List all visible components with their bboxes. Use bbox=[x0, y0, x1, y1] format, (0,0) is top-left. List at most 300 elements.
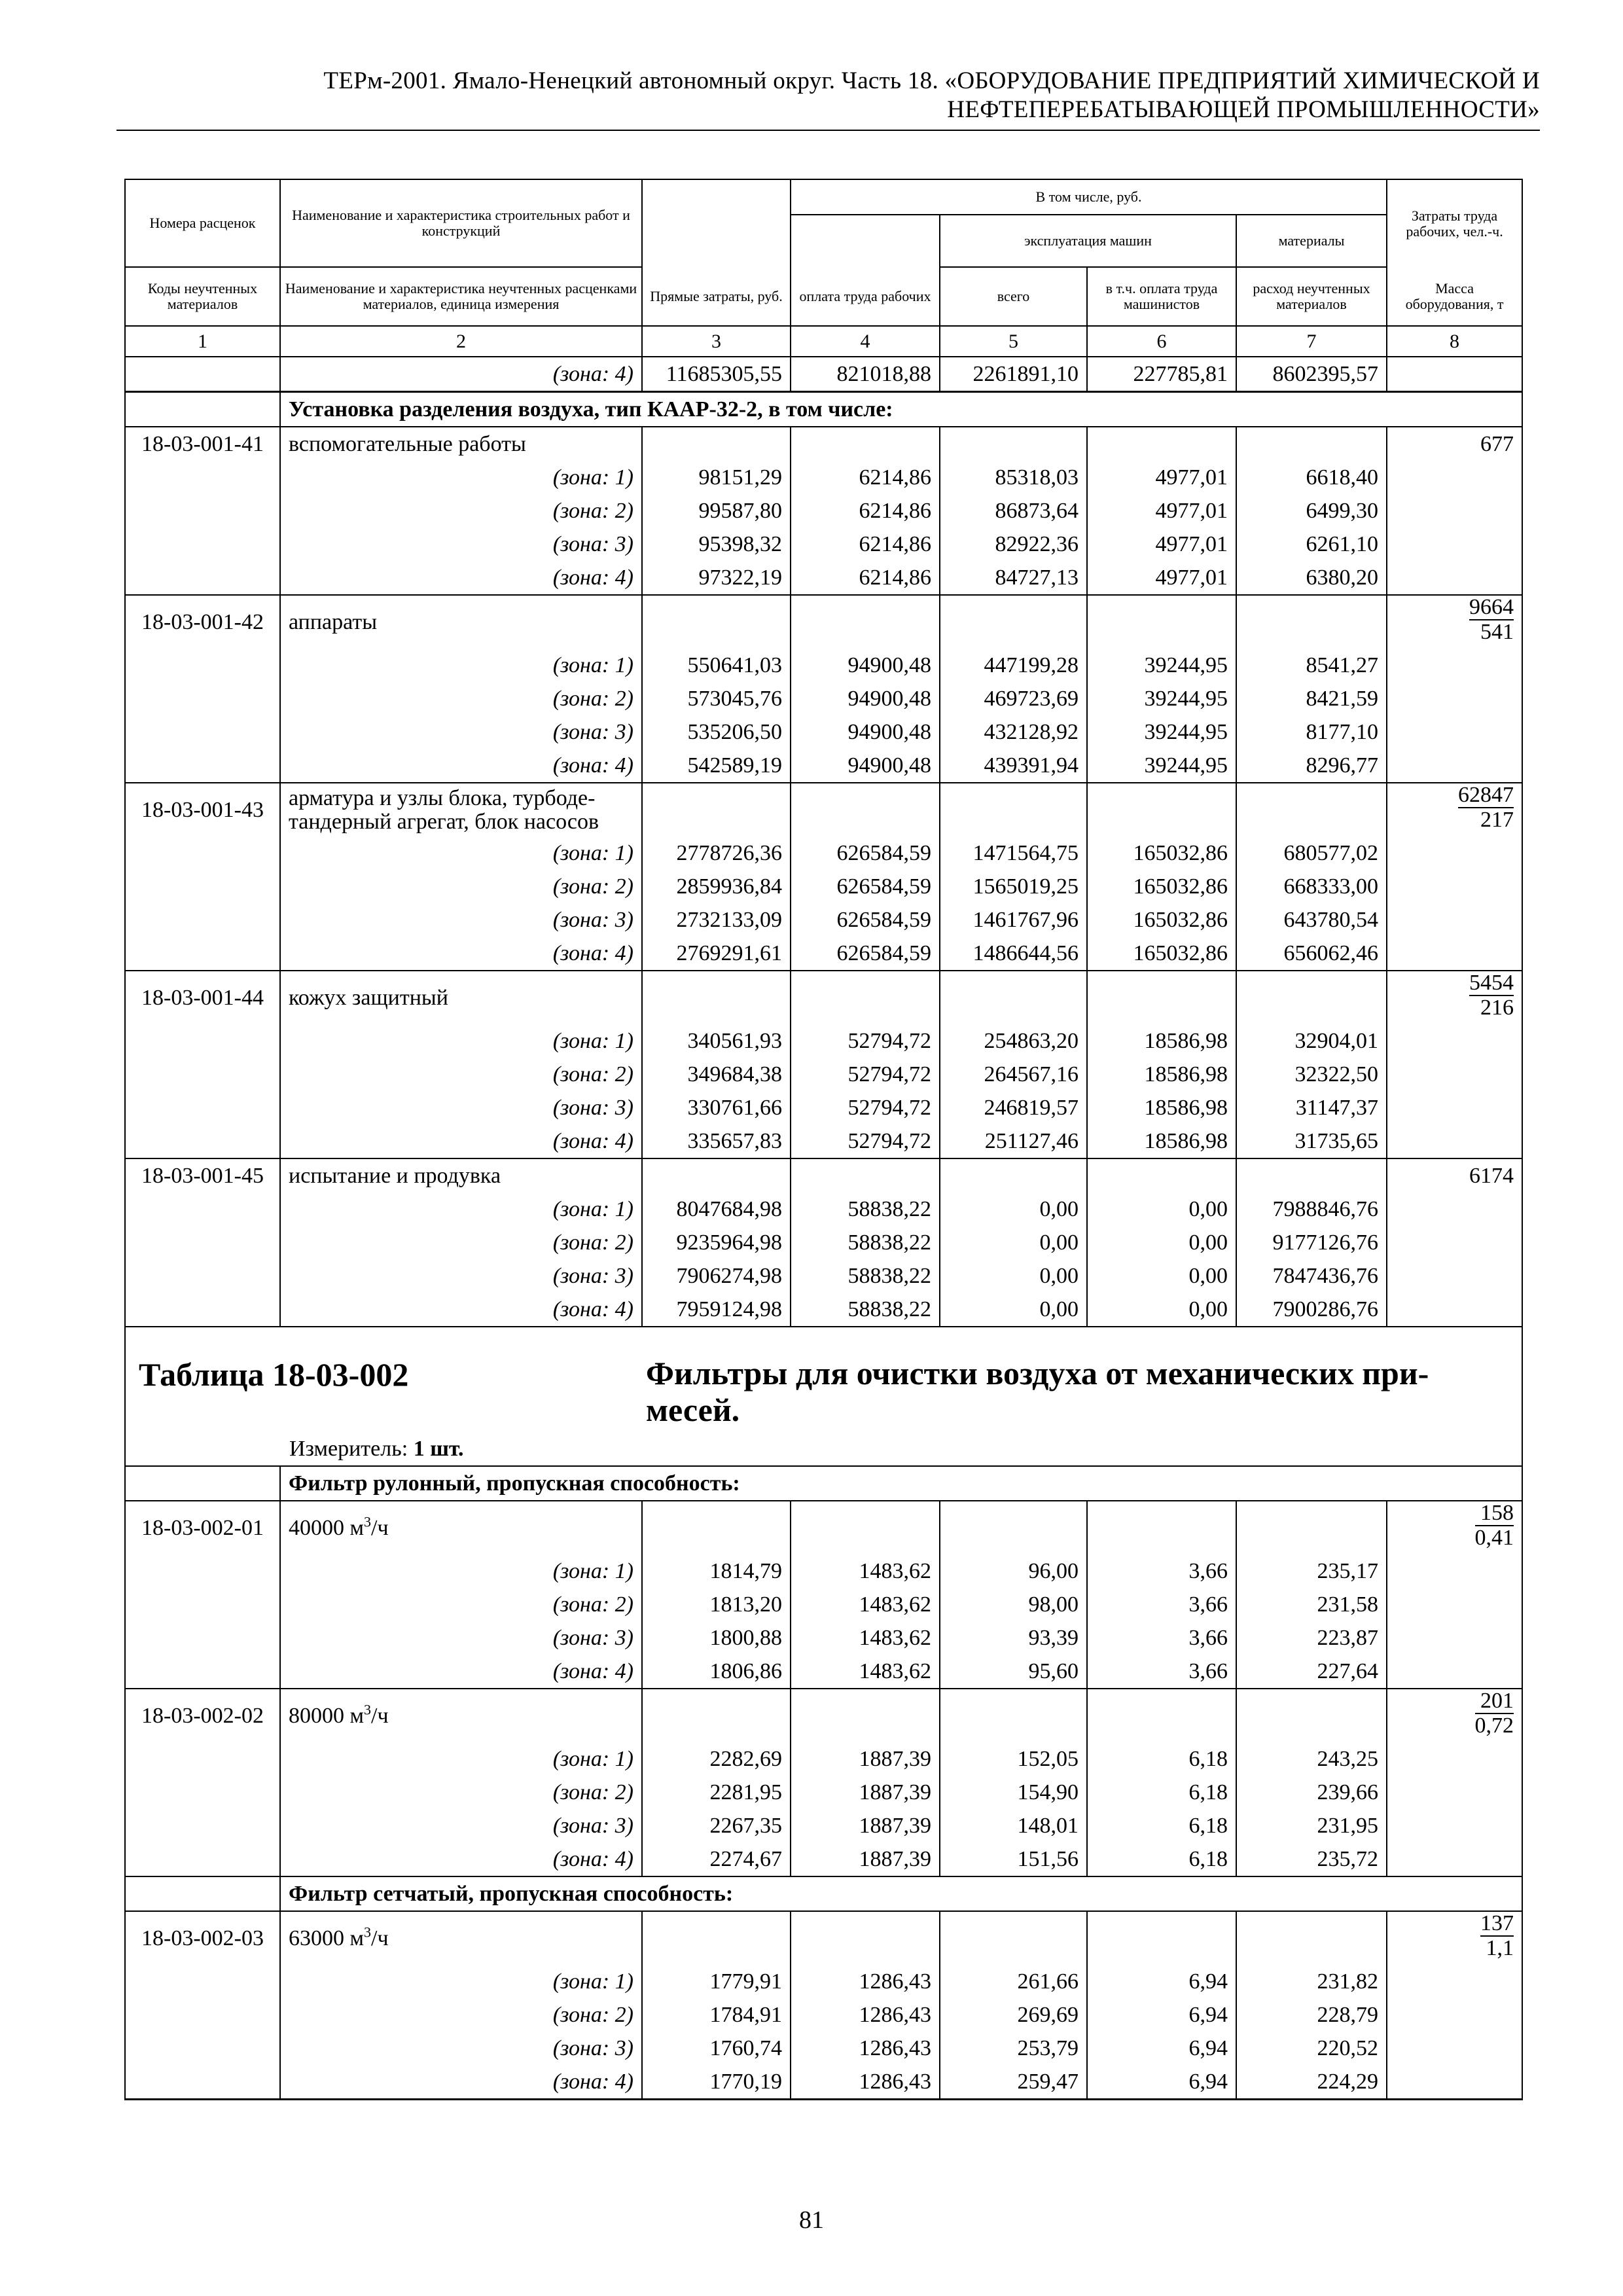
table-cell bbox=[1236, 971, 1387, 1024]
table-cell bbox=[125, 1588, 280, 1621]
table-row bbox=[125, 1742, 1522, 1776]
zone-label: (зона: 4) bbox=[280, 1293, 642, 1327]
table-cell bbox=[642, 1911, 791, 1965]
zone-label: (зона: 3) bbox=[280, 2032, 642, 2065]
table-cell bbox=[1087, 971, 1236, 1024]
table-cell bbox=[1236, 783, 1387, 836]
table-cell bbox=[791, 427, 940, 461]
zone-label: (зона: 1) bbox=[280, 836, 642, 870]
value-cell: 18586,98 bbox=[1087, 1024, 1236, 1058]
rate-code: 18-03-001-41 bbox=[125, 427, 280, 461]
running-header-line1: ТЕРм-2001. Ямало-Ненецкий автономный округ. Часть 18. «ОБОРУДОВАНИЕ ПРЕДПРИЯТИЙ ХИМИЧЕСКОЙ И bbox=[323, 67, 1540, 94]
table-cell bbox=[791, 971, 940, 1024]
rate-code: 18-03-001-45 bbox=[125, 1158, 280, 1193]
rate-name-sup: 3 bbox=[364, 1701, 372, 1718]
value-cell: 1800,88 bbox=[642, 1621, 791, 1655]
value-cell: 626584,59 bbox=[791, 937, 940, 971]
table-cell bbox=[1387, 1124, 1522, 1158]
table-cell bbox=[1387, 870, 1522, 903]
table-cell bbox=[791, 1689, 940, 1742]
value-cell: 1486644,56 bbox=[940, 937, 1087, 971]
value-cell: 349684,38 bbox=[642, 1058, 791, 1091]
rate-code: 18-03-002-03 bbox=[125, 1911, 280, 1965]
value-cell: 6,18 bbox=[1087, 1742, 1236, 1776]
table-cell bbox=[1387, 749, 1522, 783]
rate-row bbox=[125, 1501, 1522, 1554]
col-header-machines: эксплуатация машин bbox=[940, 215, 1236, 267]
rate-row bbox=[125, 1911, 1522, 1965]
value-cell: 264567,16 bbox=[940, 1058, 1087, 1091]
value-cell: 6,94 bbox=[1087, 2065, 1236, 2100]
zone-label: (зона: 1) bbox=[280, 649, 642, 682]
value-cell: 165032,86 bbox=[1087, 937, 1236, 971]
value-cell: 7900286,76 bbox=[1236, 1293, 1387, 1327]
table-row bbox=[125, 1588, 1522, 1621]
value-cell: 2769291,61 bbox=[642, 937, 791, 971]
rate-name bbox=[280, 1689, 642, 1742]
value-cell: 0,00 bbox=[1087, 1293, 1236, 1327]
table-row bbox=[125, 1998, 1522, 2032]
table-row bbox=[125, 903, 1522, 937]
zone-label: (зона: 2) bbox=[280, 1588, 642, 1621]
table-cell bbox=[125, 1554, 280, 1588]
table-cell bbox=[940, 971, 1087, 1024]
value-cell: 6261,10 bbox=[1236, 528, 1387, 561]
value-cell: 1887,39 bbox=[791, 1809, 940, 1842]
table-cell bbox=[125, 749, 280, 783]
table-row bbox=[125, 1226, 1522, 1259]
table-cell bbox=[1387, 1965, 1522, 1998]
table-number: Таблица 18-03-002 bbox=[139, 1356, 409, 1393]
table-row bbox=[125, 715, 1522, 749]
table-cell bbox=[125, 1809, 280, 1842]
table-row bbox=[125, 494, 1522, 528]
value-cell: 99587,80 bbox=[642, 494, 791, 528]
value-cell: 1887,39 bbox=[791, 1842, 940, 1876]
zone-label: (зона: 4) bbox=[280, 561, 642, 595]
value-cell: 6380,20 bbox=[1236, 561, 1387, 595]
col-number: 2 bbox=[280, 326, 642, 357]
value-cell: 94900,48 bbox=[791, 715, 940, 749]
value-cell: 251127,46 bbox=[940, 1124, 1087, 1158]
page-number: 81 bbox=[799, 2206, 824, 2234]
labor-mass-fraction bbox=[1469, 971, 1514, 1020]
rate-name-unit: /ч bbox=[371, 1704, 389, 1728]
value-cell: 3,66 bbox=[1087, 1554, 1236, 1588]
header-rule bbox=[116, 130, 1540, 131]
col-header-direct-blank bbox=[642, 179, 791, 267]
value-cell: 228,79 bbox=[1236, 1998, 1387, 2032]
zone-label: (зона: 3) bbox=[280, 1809, 642, 1842]
col-header-labor: Затраты труда рабочих, чел.-ч. bbox=[1387, 179, 1522, 267]
value-cell: 535206,50 bbox=[642, 715, 791, 749]
table-cell bbox=[1387, 903, 1522, 937]
value-cell: 573045,76 bbox=[642, 682, 791, 715]
col-header-codes-2: Коды неучтенных материалов bbox=[125, 267, 280, 326]
table-cell bbox=[125, 2065, 280, 2100]
value-cell: 1286,43 bbox=[791, 2032, 940, 2065]
value-cell: 165032,86 bbox=[1087, 836, 1236, 870]
table-cell bbox=[1387, 2065, 1522, 2100]
section-row bbox=[125, 1466, 1522, 1501]
rate-code: 18-03-002-02 bbox=[125, 1689, 280, 1742]
value-cell: 6214,86 bbox=[791, 461, 940, 494]
rate-name-sup: 3 bbox=[364, 1513, 372, 1530]
value-cell: 231,58 bbox=[1236, 1588, 1387, 1621]
table-row bbox=[125, 649, 1522, 682]
table-cell bbox=[1387, 1742, 1522, 1776]
table-cell bbox=[125, 1998, 280, 2032]
labor-mass-cell bbox=[1387, 1689, 1522, 1742]
zone-label: (зона: 3) bbox=[280, 1621, 642, 1655]
table-cell bbox=[125, 1193, 280, 1226]
labor-mass-cell: 6174 bbox=[1387, 1158, 1522, 1193]
table-cell bbox=[125, 836, 280, 870]
table-cell bbox=[1387, 1776, 1522, 1809]
value-cell: 98151,29 bbox=[642, 461, 791, 494]
value-cell: 6214,86 bbox=[791, 494, 940, 528]
table-cell bbox=[940, 1501, 1087, 1554]
value-cell: 1813,20 bbox=[642, 1588, 791, 1621]
table-cell bbox=[1387, 2032, 1522, 2065]
zone-label: (зона: 2) bbox=[280, 1226, 642, 1259]
labor-mass-fraction bbox=[1475, 1689, 1514, 1738]
rate-name-unit: /ч bbox=[371, 1926, 389, 1950]
value-cell: 0,00 bbox=[1087, 1193, 1236, 1226]
value-cell: 18586,98 bbox=[1087, 1124, 1236, 1158]
rate-name bbox=[280, 1911, 642, 1965]
value-cell: 626584,59 bbox=[791, 903, 940, 937]
table-cell bbox=[125, 494, 280, 528]
value-cell: 626584,59 bbox=[791, 836, 940, 870]
table-cell bbox=[1387, 682, 1522, 715]
labor-mass-fraction bbox=[1480, 1912, 1514, 1960]
labor-value: 62847 bbox=[1458, 783, 1514, 807]
table-row bbox=[125, 1193, 1522, 1226]
labor-mass-cell: 677 bbox=[1387, 427, 1522, 461]
table-cell bbox=[125, 937, 280, 971]
value-cell: 1784,91 bbox=[642, 1998, 791, 2032]
value-cell: 8602395,57 bbox=[1236, 357, 1387, 392]
value-cell: 58838,22 bbox=[791, 1259, 940, 1293]
value-cell: 432128,92 bbox=[940, 715, 1087, 749]
value-cell: 6,94 bbox=[1087, 1998, 1236, 2032]
value-cell: 2859936,84 bbox=[642, 870, 791, 903]
value-cell: 52794,72 bbox=[791, 1058, 940, 1091]
value-cell: 254863,20 bbox=[940, 1024, 1087, 1058]
rate-name-text: 40000 м bbox=[289, 1516, 365, 1540]
table-title bbox=[646, 1327, 1484, 1428]
table-cell bbox=[1236, 1911, 1387, 1965]
value-cell: 4977,01 bbox=[1087, 528, 1236, 561]
value-cell: 39244,95 bbox=[1087, 682, 1236, 715]
table-cell bbox=[791, 595, 940, 649]
value-cell: 18586,98 bbox=[1087, 1058, 1236, 1091]
value-cell: 439391,94 bbox=[940, 749, 1087, 783]
value-cell: 656062,46 bbox=[1236, 937, 1387, 971]
table-cell bbox=[1087, 1158, 1236, 1193]
table-cell bbox=[642, 595, 791, 649]
col-header-wage-blank bbox=[791, 215, 940, 267]
table-cell bbox=[642, 1158, 791, 1193]
value-cell: 148,01 bbox=[940, 1809, 1087, 1842]
value-cell: 8047684,98 bbox=[642, 1193, 791, 1226]
zone-label: (зона: 1) bbox=[280, 1193, 642, 1226]
table-cell bbox=[940, 1689, 1087, 1742]
table-cell bbox=[642, 1501, 791, 1554]
value-cell: 2281,95 bbox=[642, 1776, 791, 1809]
table-cell bbox=[125, 1058, 280, 1091]
table-cell bbox=[1387, 528, 1522, 561]
running-header bbox=[116, 67, 1540, 124]
col-number: 1 bbox=[125, 326, 280, 357]
mass-value: 0,41 bbox=[1474, 1526, 1514, 1550]
value-cell: 821018,88 bbox=[791, 357, 940, 392]
table-cell bbox=[1387, 1226, 1522, 1259]
value-cell: 4977,01 bbox=[1087, 461, 1236, 494]
mass-value: 1,1 bbox=[1486, 1936, 1514, 1960]
value-cell: 243,25 bbox=[1236, 1742, 1387, 1776]
table-cell bbox=[125, 715, 280, 749]
table-cell bbox=[125, 1776, 280, 1809]
value-cell: 32904,01 bbox=[1236, 1024, 1387, 1058]
value-cell: 447199,28 bbox=[940, 649, 1087, 682]
rate-name-unit: /ч bbox=[371, 1516, 389, 1540]
table-cell bbox=[125, 1742, 280, 1776]
labor-mass-cell bbox=[1387, 1911, 1522, 1965]
table-cell bbox=[125, 1226, 280, 1259]
table-cell bbox=[642, 971, 791, 1024]
zone-label: (зона: 1) bbox=[280, 1024, 642, 1058]
value-cell: 6499,30 bbox=[1236, 494, 1387, 528]
value-cell: 668333,00 bbox=[1236, 870, 1387, 903]
rate-row bbox=[125, 1689, 1522, 1742]
table-row bbox=[125, 1293, 1522, 1327]
labor-value: 158 bbox=[1475, 1501, 1514, 1526]
labor-mass-cell bbox=[1387, 595, 1522, 649]
value-cell: 1286,43 bbox=[791, 1965, 940, 1998]
rate-row bbox=[125, 1158, 1522, 1193]
value-cell: 6,18 bbox=[1087, 1842, 1236, 1876]
value-cell: 52794,72 bbox=[791, 1124, 940, 1158]
table-cell bbox=[125, 1259, 280, 1293]
value-cell: 151,56 bbox=[940, 1842, 1087, 1876]
table-row bbox=[125, 1965, 1522, 1998]
rate-name bbox=[280, 783, 642, 836]
mass-value: 216 bbox=[1480, 996, 1514, 1020]
table-cell bbox=[940, 595, 1087, 649]
value-cell: 1483,62 bbox=[791, 1588, 940, 1621]
value-cell: 94900,48 bbox=[791, 682, 940, 715]
table-cell bbox=[1387, 1293, 1522, 1327]
zone-label: (зона: 2) bbox=[280, 494, 642, 528]
value-cell: 1471564,75 bbox=[940, 836, 1087, 870]
table-row bbox=[125, 461, 1522, 494]
zone-label: (зона: 2) bbox=[280, 870, 642, 903]
table-cell bbox=[1387, 494, 1522, 528]
value-cell: 6,18 bbox=[1087, 1776, 1236, 1809]
table-cell bbox=[125, 1091, 280, 1124]
col-number: 3 bbox=[642, 326, 791, 357]
value-cell: 253,79 bbox=[940, 2032, 1087, 2065]
value-cell: 1461767,96 bbox=[940, 903, 1087, 937]
col-header-group: В том числе, руб. bbox=[791, 179, 1387, 215]
value-cell: 39244,95 bbox=[1087, 649, 1236, 682]
value-cell: 6,18 bbox=[1087, 1809, 1236, 1842]
value-cell: 6214,86 bbox=[791, 561, 940, 595]
col-header-mach-total: всего bbox=[940, 267, 1087, 326]
value-cell: 8541,27 bbox=[1236, 649, 1387, 682]
zone-label: (зона: 3) bbox=[280, 1259, 642, 1293]
zone-label: (зона: 4) bbox=[280, 1842, 642, 1876]
value-cell: 165032,86 bbox=[1087, 870, 1236, 903]
table-cell bbox=[1387, 1554, 1522, 1588]
table-cell bbox=[1387, 1193, 1522, 1226]
value-cell: 1483,62 bbox=[791, 1554, 940, 1588]
value-cell: 6,94 bbox=[1087, 2032, 1236, 2065]
zone-label: (зона: 2) bbox=[280, 1776, 642, 1809]
value-cell: 1760,74 bbox=[642, 2032, 791, 2065]
table-row bbox=[125, 1058, 1522, 1091]
value-cell: 3,66 bbox=[1087, 1621, 1236, 1655]
value-cell: 1286,43 bbox=[791, 1998, 940, 2032]
table-cell bbox=[1087, 1911, 1236, 1965]
value-cell: 82922,36 bbox=[940, 528, 1087, 561]
table-cell bbox=[125, 682, 280, 715]
table-cell bbox=[125, 1876, 280, 1911]
rate-name: аппараты bbox=[280, 595, 642, 649]
value-cell: 1806,86 bbox=[642, 1655, 791, 1689]
value-cell: 9177126,76 bbox=[1236, 1226, 1387, 1259]
value-cell: 330761,66 bbox=[642, 1091, 791, 1124]
table-row bbox=[125, 528, 1522, 561]
col-number: 8 bbox=[1387, 326, 1522, 357]
table-cell bbox=[125, 1466, 280, 1501]
table-cell bbox=[125, 392, 280, 427]
value-cell: 9235964,98 bbox=[642, 1226, 791, 1259]
table-title-line: Фильтры для очистки воздуха от механических при- bbox=[646, 1355, 1429, 1391]
table-cell bbox=[791, 783, 940, 836]
col-header-mass: Масса оборудования, т bbox=[1387, 267, 1522, 326]
value-cell: 3,66 bbox=[1087, 1588, 1236, 1621]
value-cell: 3,66 bbox=[1087, 1655, 1236, 1689]
rate-name-text: 80000 м bbox=[289, 1704, 365, 1728]
table-row bbox=[125, 2065, 1522, 2100]
zone-label: (зона: 1) bbox=[280, 461, 642, 494]
value-cell: 52794,72 bbox=[791, 1091, 940, 1124]
rate-code: 18-03-001-44 bbox=[125, 971, 280, 1024]
value-cell: 0,00 bbox=[940, 1293, 1087, 1327]
value-cell: 2261891,10 bbox=[940, 357, 1087, 392]
table-cell bbox=[791, 1158, 940, 1193]
value-cell: 680577,02 bbox=[1236, 836, 1387, 870]
labor-value: 5454 bbox=[1469, 971, 1514, 995]
table-row bbox=[125, 561, 1522, 595]
value-cell: 542589,19 bbox=[642, 749, 791, 783]
table-cell bbox=[940, 1158, 1087, 1193]
table-cell bbox=[1387, 1024, 1522, 1058]
value-cell: 97322,19 bbox=[642, 561, 791, 595]
table-cell bbox=[125, 1293, 280, 1327]
value-cell: 6618,40 bbox=[1236, 461, 1387, 494]
col-header-direct: Прямые затраты, руб. bbox=[642, 267, 791, 326]
table-cell bbox=[125, 1655, 280, 1689]
unit-label: Измеритель: bbox=[289, 1437, 408, 1461]
section-heading: Фильтр рулонный, пропускная способность: bbox=[280, 1466, 1522, 1501]
table-cell bbox=[1236, 1501, 1387, 1554]
value-cell: 0,00 bbox=[940, 1226, 1087, 1259]
value-cell: 11685305,55 bbox=[642, 357, 791, 392]
rate-name: кожух защитный bbox=[280, 971, 642, 1024]
value-cell: 7906274,98 bbox=[642, 1259, 791, 1293]
table-cell bbox=[940, 1911, 1087, 1965]
table-cell bbox=[1387, 1621, 1522, 1655]
table-cell bbox=[1236, 427, 1387, 461]
zone-label: (зона: 4) bbox=[280, 1655, 642, 1689]
zone-label: (зона: 3) bbox=[280, 1091, 642, 1124]
running-header-line2: НЕФТЕПЕРЕБАТЫВАЮЩЕЙ ПРОМЫШЛЕННОСТИ» bbox=[947, 96, 1540, 123]
rate-row bbox=[125, 427, 1522, 461]
zone-label: (зона: 4) bbox=[280, 937, 642, 971]
value-cell: 231,95 bbox=[1236, 1809, 1387, 1842]
rate-name-line: тандерный агрегат, блок насосов bbox=[289, 809, 599, 834]
value-cell: 85318,03 bbox=[940, 461, 1087, 494]
table-cell bbox=[1387, 1259, 1522, 1293]
value-cell: 7847436,76 bbox=[1236, 1259, 1387, 1293]
section-heading: Установка разделения воздуха, тип КААР-32-2, в том числе: bbox=[280, 392, 1522, 427]
table-cell bbox=[125, 870, 280, 903]
table-cell bbox=[1087, 1689, 1236, 1742]
zone-label: (зона: 4) bbox=[280, 1124, 642, 1158]
table-cell bbox=[642, 427, 791, 461]
zone-label: (зона: 3) bbox=[280, 903, 642, 937]
table-cell bbox=[791, 1911, 940, 1965]
table-cell bbox=[1387, 937, 1522, 971]
value-cell: 31735,65 bbox=[1236, 1124, 1387, 1158]
col-number: 5 bbox=[940, 326, 1087, 357]
col-header-wage: оплата труда рабочих bbox=[791, 267, 940, 326]
col-header-unaccounted: расход неучтенных материалов bbox=[1236, 267, 1387, 326]
table-cell bbox=[1387, 461, 1522, 494]
value-cell: 165032,86 bbox=[1087, 903, 1236, 937]
value-cell: 84727,13 bbox=[940, 561, 1087, 595]
value-cell: 1887,39 bbox=[791, 1776, 940, 1809]
value-cell: 643780,54 bbox=[1236, 903, 1387, 937]
value-cell: 469723,69 bbox=[940, 682, 1087, 715]
table-cell bbox=[1236, 1158, 1387, 1193]
col-header-name: Наименование и характеристика строительных работ и конструкций bbox=[280, 179, 642, 267]
rate-name-sup: 3 bbox=[364, 1924, 372, 1941]
section-row bbox=[125, 1876, 1522, 1911]
value-cell: 86873,64 bbox=[940, 494, 1087, 528]
rate-code: 18-03-001-43 bbox=[125, 783, 280, 836]
col-number: 4 bbox=[791, 326, 940, 357]
labor-value: 201 bbox=[1475, 1689, 1514, 1714]
table-cell bbox=[1236, 595, 1387, 649]
table-cell bbox=[125, 1124, 280, 1158]
table-row bbox=[125, 1259, 1522, 1293]
value-cell: 0,00 bbox=[940, 1259, 1087, 1293]
rate-name: вспомогательные работы bbox=[280, 427, 642, 461]
value-cell: 1286,43 bbox=[791, 2065, 940, 2100]
table-cell bbox=[125, 649, 280, 682]
col-header-mach-wage: в т.ч. оплата труда машинистов bbox=[1087, 267, 1236, 326]
value-cell: 4977,01 bbox=[1087, 561, 1236, 595]
zone-label: (зона: 4) bbox=[280, 357, 642, 392]
table-cell bbox=[125, 461, 280, 494]
table-cell bbox=[1387, 1809, 1522, 1842]
value-cell: 0,00 bbox=[1087, 1259, 1236, 1293]
